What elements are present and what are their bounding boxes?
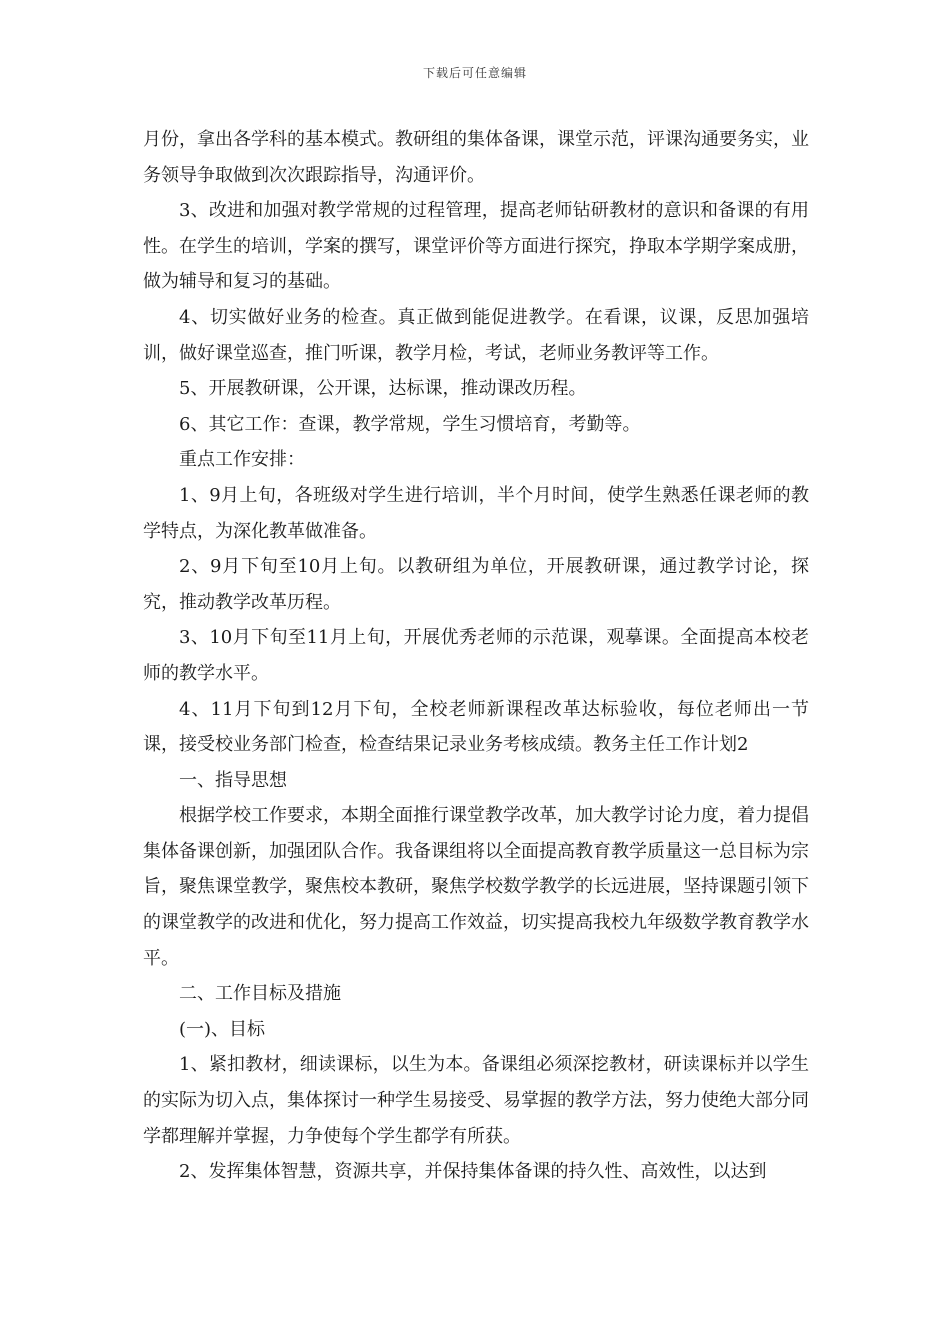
paragraph-3: 4、切实做好业务的检查。真正做到能促进教学。在看课，议课，反思加强培训，做好课堂巡查，推门听课，教学月检，考试，老师业务教评等工作。: [143, 306, 809, 364]
paragraph-9: 3、10月下旬至11月上旬，开展优秀老师的示范课，观摹课。全面提高本校老师的教学水平。: [143, 627, 809, 684]
paragraph-1: 月份，拿出各学科的基本模式。教研组的集体备课，课堂示范，评课沟通要务实，业务领导争取做到次次跟踪指导，沟通评价。: [143, 129, 809, 186]
paragraph-7: 1、9月上旬，各班级对学生进行培训，半个月时间，使学生熟悉任课老师的教学特点，为深化教革做准备。: [143, 484, 809, 542]
page-header-note: 下载后可任意编辑: [422, 66, 527, 80]
paragraph-16: 2、发挥集体智慧，资源共享，并保持集体备课的持久性、高效性，以达到: [179, 1161, 767, 1183]
paragraph-4: 5、开展教研课，公开课，达标课，推动课改历程。: [179, 378, 587, 400]
paragraph-6: 重点工作安排：: [179, 449, 305, 471]
paragraph-14: (一)、目标: [179, 1018, 266, 1040]
paragraph-2: 3、改进和加强对教学常规的过程管理，提高老师钻研教材的意识和备课的有用性。在学生的培训，学案的撰写，课堂评价等方面进行探究，挣取本学期学案成册，做为辅导和复习的基础。: [143, 200, 809, 293]
paragraph-10: 4、11月下旬到12月下旬，全校老师新课程改革达标验收，每位老师出一节课，接受校业务部门检查，检查结果记录业务考核成绩。教务主任工作计划2: [143, 698, 809, 756]
paragraph-11: 一、指导思想: [179, 769, 287, 791]
document-body: [143, 122, 809, 1190]
paragraph-13: 二、工作目标及措施: [179, 983, 341, 1005]
paragraph-12: 根据学校工作要求，本期全面推行课堂教学改革，加大教学讨论力度，着力提倡集体备课创新，加强团队合作。我备课组将以全面提高教育教学质量这一总目标为宗旨，聚焦课堂教学，聚焦校本教研，聚焦学校数学教学的长远进展，坚持课题引领下的课堂教学的改进和优化，努力提高工作效益，切实提高我校九年级数学教育教学水平。: [143, 805, 809, 969]
paragraph-8: 2、9月下旬至10月上旬。以教研组为单位，开展教研课，通过教学讨论，探究，推动教学改革历程。: [143, 556, 809, 613]
paragraph-15: 1、紧扣教材，细读课标，以生为本。备课组必须深挖教材，研读课标并以学生的实际为切入点，集体探讨一种学生易接受、易掌握的教学方法，努力使绝大部分同学都理解并掌握，力争使每个学生都学有所获。: [143, 1054, 809, 1147]
paragraph-5: 6、其它工作：查课，教学常规，学生习惯培育，考勤等。: [179, 413, 641, 435]
